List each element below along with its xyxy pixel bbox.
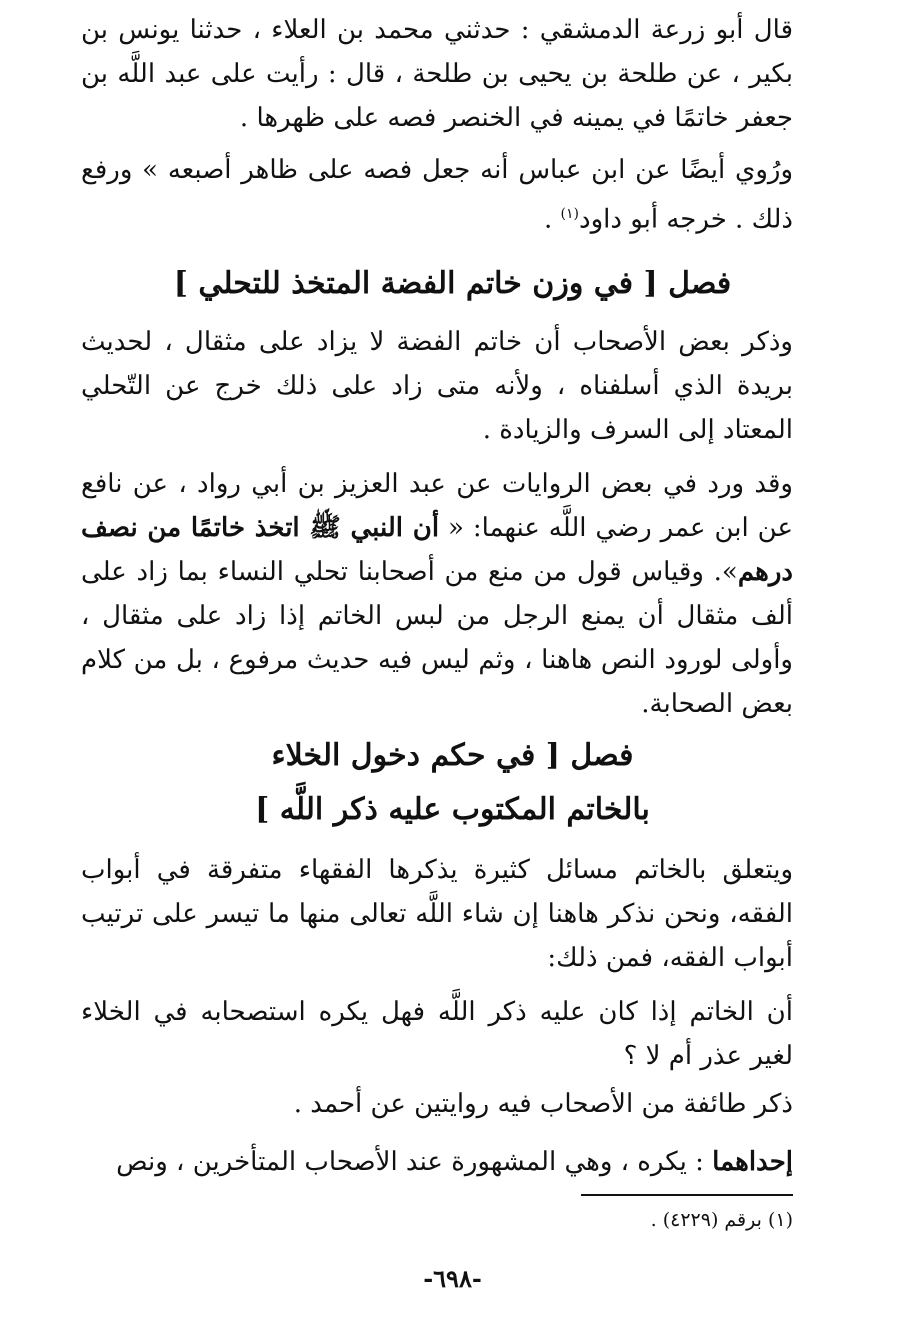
page-number: -٦٩٨- <box>423 1264 482 1293</box>
paragraph-ring-issues: ويتعلق بالخاتم مسائل كثيرة يذكرها الفقهاء متفرقة في أبواب الفقه، ونحن نذكر هاهنا إن شاء اللَّه تعالى منها ما تيسر على ترتيب أبواب الفقه، فمن ذلك: <box>81 855 793 973</box>
footnote-reference[interactable]: (١) <box>560 206 579 222</box>
paragraph-narration-abu-zura: قال أبو زرعة الدمشقي : حدثني محمد بن العلاء ، حدثنا يونس بن بكير ، عن طلحة بن يحيى بن طلحة ، قال : رأيت على عبد اللَّه بن جعفر خاتمًا في يمينه في الخنصر فصه على ظهرها . <box>81 15 793 133</box>
paragraph-half-dirham-end: ». وقياس قول من منع من أصحابنا تحلي النساء بما زاد على ألف مثقال أن يمنع الرجل من لبس الخاتم إذا زاد على مثقال ، وأولى لورود النص هاهنا ، وثم ليس فيه حديث مرفوع ، بل من كلام بعض الصحابة. <box>81 557 793 719</box>
paragraph-ibn-abbas-text: ورُوي أيضًا عن ابن عباس أنه جعل فصه على ظاهر أصبعه » ورفع ذلك . خرجه أبو داود <box>81 155 793 235</box>
paragraph-two-narrations: ذكر طائفة من الأصحاب فيه روايتين عن أحمد . <box>293 1089 793 1119</box>
footnote-divider <box>581 1194 793 1196</box>
paragraph-ibn-abbas-end: . <box>544 204 561 235</box>
paragraph-first-narration <box>81 1140 793 1184</box>
paragraph-question: أن الخاتم إذا كان عليه ذكر اللَّه فهل يكره استصحابه في الخلاء لغير عذر أم لا ؟ <box>81 997 793 1071</box>
first-narration-text: : يكره ، وهي المشهورة عند الأصحاب المتأخرين ، ونص <box>116 1147 713 1177</box>
section-heading-entering-toilet: فصل [ في حكم دخول الخلاء <box>271 738 634 773</box>
section-heading-silver-ring-weight: فصل [ في وزن خاتم الفضة المتخذ للتحلي ] <box>173 266 732 301</box>
paragraph-half-dirham-start: وقد ورد في بعض الروايات عن عبد العزيز بن أبي رواد ، عن نافع عن ابن عمر رضي اللَّه عنهما: « <box>81 469 793 543</box>
paragraph-silver-weight: وذكر بعض الأصحاب أن خاتم الفضة لا يزاد على مثقال ، لحديث بريدة الذي أسلفناه ، ولأنه متى زاد على ذلك خرج عن التّحلي المعتاد إلى السرف والزيادة . <box>81 327 793 445</box>
first-narration-label: إحداهما <box>712 1147 793 1177</box>
paragraph-half-dirham <box>81 462 793 726</box>
paragraph-ibn-abbas <box>81 148 793 242</box>
hadith-quote: أن النبي ﷺ اتخذ خاتمًا من نصف درهم <box>81 513 793 587</box>
footnote: (١) برقم (٤٢٢٩) . <box>650 1209 793 1231</box>
section-heading-entering-toilet-line2: بالخاتم المكتوب عليه ذكر اللَّه ] <box>255 792 650 827</box>
